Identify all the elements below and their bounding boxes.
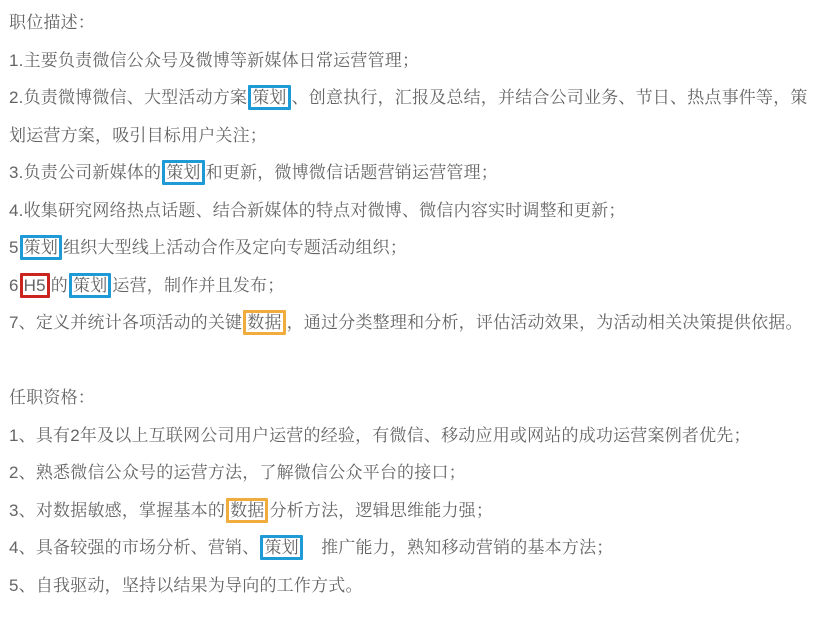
text-run: 4.收集研究网络热点话题、结合新媒体的特点对微博、微信内容实时调整和更新； — [9, 200, 626, 220]
keyword-highlight-red: H5 — [20, 273, 50, 298]
text-run: 的 — [50, 275, 68, 295]
keyword-highlight-blue: 策划 — [20, 235, 62, 260]
list-item — [9, 417, 814, 455]
text-run: 2、熟悉微信公众号的运营方法，了解微信公众平台的接口； — [9, 463, 466, 482]
text-run: 6 — [9, 275, 19, 295]
list-item — [9, 454, 814, 492]
text-run: 7、定义并统计各项活动的关键 — [9, 313, 243, 332]
keyword-highlight-blue: 策划 — [69, 273, 111, 298]
blank-line — [9, 342, 814, 380]
keyword-highlight-blue: 策划 — [248, 85, 290, 110]
list-item — [9, 529, 814, 567]
text-run: 分析方法，逻辑思维能力强； — [269, 500, 494, 520]
list-item — [9, 492, 814, 530]
text-run: 2.负责微博微信、大型活动方案 — [9, 88, 248, 107]
text-run: 3.负责公司新媒体的 — [9, 163, 162, 182]
keyword-highlight-blue: 策划 — [162, 160, 204, 185]
list-item — [9, 567, 814, 605]
text-run: 1、具有2年及以上互联网公司用户运营的经验，有微信、移动应用或网站的成功运营案例者优先； — [9, 425, 751, 445]
text-run: ，通过分类整理和分析，评估活动效果，为活动相关决策提供依据。 — [286, 313, 803, 332]
list-item — [9, 154, 814, 192]
text-run: 推广能力，熟知移动营销的基本方法； — [303, 538, 614, 557]
text-run: 、创意执行，汇报及总结，并结合公司业务、节日、热点事件等，策划运营方案，吸引目标用户关注； — [9, 88, 808, 145]
section-heading: 职位描述： — [9, 13, 95, 32]
text-run: 5、自我驱动，坚持以结果为导向的工作方式。 — [9, 575, 363, 595]
list-item — [9, 304, 814, 342]
text-run: 运营，制作并且发布； — [112, 275, 285, 295]
text-run: 3、对数据敏感，掌握基本的 — [9, 500, 226, 520]
list-item — [9, 42, 814, 80]
list-item — [9, 192, 814, 230]
text-run: 和更新，微博微信话题营销运营管理； — [205, 163, 498, 182]
keyword-highlight-yellow: 数据 — [226, 498, 268, 523]
list-item — [9, 79, 814, 154]
text-run: 组织大型线上活动合作及定向专题活动组织； — [63, 238, 408, 257]
text-run: 4、具备较强的市场分析、营销、 — [9, 538, 260, 557]
section-heading: 任职资格： — [9, 388, 95, 407]
list-item — [9, 267, 814, 305]
text-run: 5 — [9, 238, 19, 257]
keyword-highlight-blue: 策划 — [260, 535, 302, 560]
text-run: 1.主要负责微信公众号及微博等新媒体日常运营管理； — [9, 50, 420, 70]
sections-host — [9, 4, 814, 604]
list-item — [9, 229, 814, 267]
keyword-highlight-yellow: 数据 — [243, 310, 285, 335]
